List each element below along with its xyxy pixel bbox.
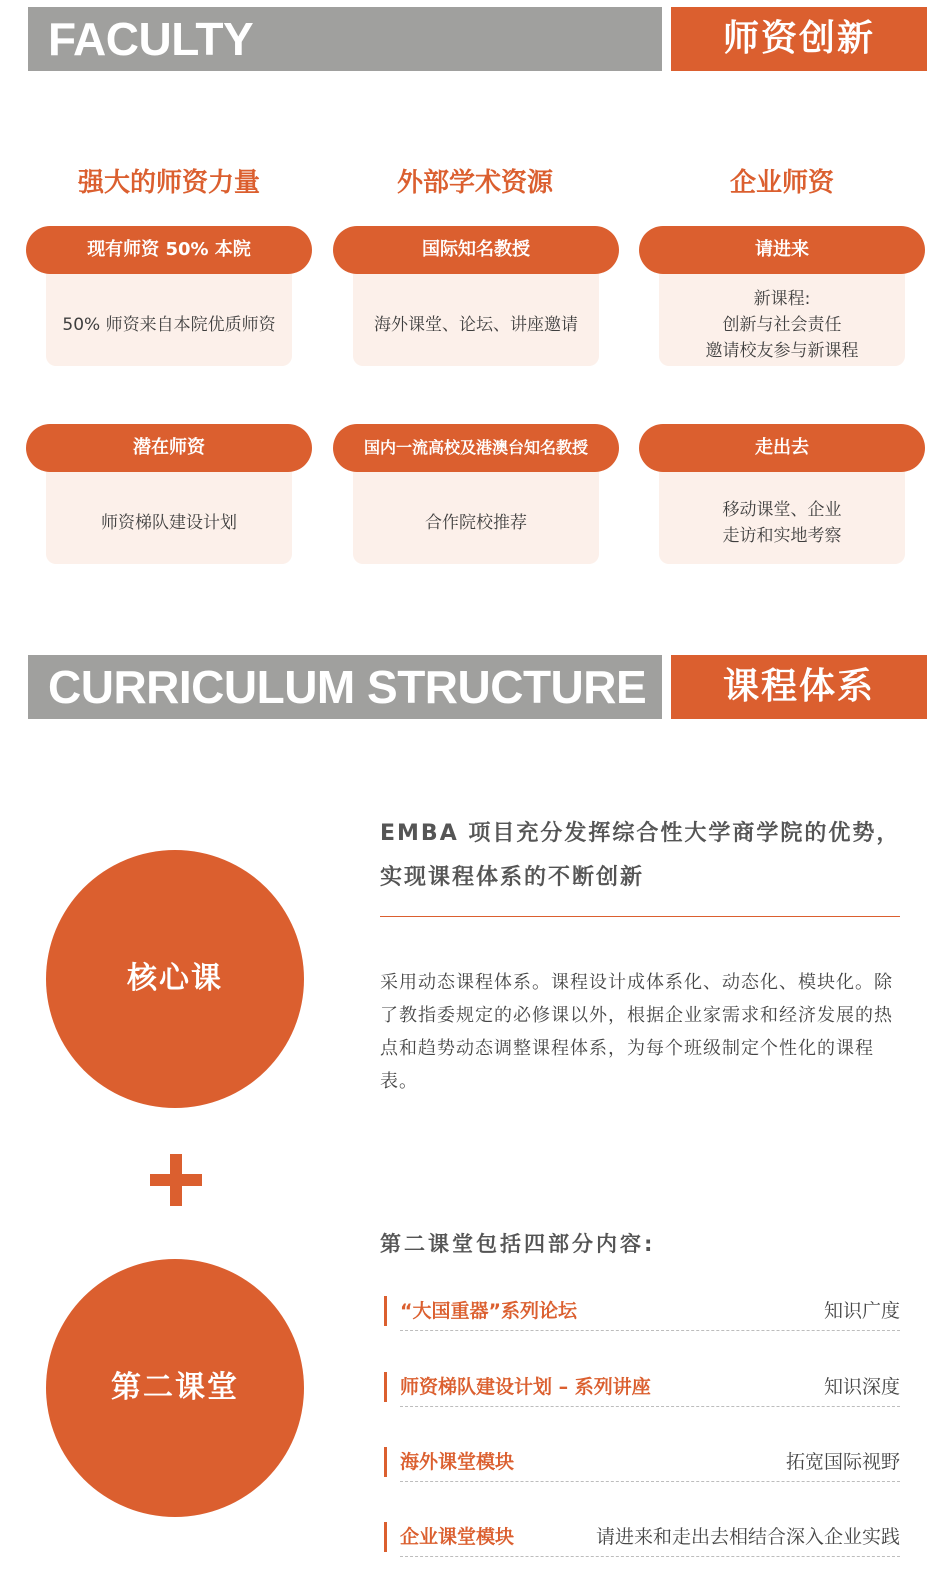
divider (380, 916, 900, 917)
faculty-header-cn: 师资创新 (671, 7, 927, 71)
card-text: 海外课堂、论坛、讲座邀请 (374, 315, 578, 335)
item-tag: 知识深度 (823, 1376, 900, 1398)
item-marker (384, 1372, 387, 1402)
faculty-column-title: 强大的师资力量 (77, 168, 260, 198)
curriculum-header-en: CURRICULUM STRUCTURE (28, 655, 662, 719)
faculty-column-title: 外部学术资源 (396, 168, 553, 198)
second-classroom-intro: 第二课堂包括四部分内容: (380, 1232, 656, 1256)
dashed-divider (400, 1406, 900, 1407)
list-item (384, 1292, 900, 1332)
item-name: 企业课堂模块 (400, 1526, 515, 1548)
list-item (384, 1518, 900, 1558)
list-item (384, 1368, 900, 1408)
faculty-card-pill: 请进来 (639, 226, 925, 274)
item-name: “大国重器”系列论坛 (400, 1300, 577, 1322)
dashed-divider (400, 1556, 900, 1557)
curriculum-description: 采用动态课程体系。课程设计成体系化、动态化、模块化。除了教指委规定的必修课以外，根据企业家需求和经济发展的热点和趋势动态调整课程体系，为每个班级制定个性化的课程表。 (380, 972, 893, 1092)
list-item (384, 1443, 900, 1483)
faculty-card-pill: 现有师资 50% 本院 (26, 226, 312, 274)
card-text: 邀请校友参与新课程 (705, 341, 859, 361)
dashed-divider (400, 1481, 900, 1482)
faculty-card-pill: 潜在师资 (26, 424, 312, 472)
item-name: 海外课堂模块 (400, 1451, 515, 1473)
faculty-card-pill: 国际知名教授 (333, 226, 619, 274)
faculty-card-pill: 国内一流高校及港澳台知名教授 (333, 424, 619, 472)
curriculum-header-cn: 课程体系 (671, 655, 927, 719)
faculty-column-title: 企业师资 (729, 168, 834, 198)
faculty-header-en: FACULTY (28, 7, 662, 71)
plus-icon-vertical (170, 1154, 182, 1206)
second-classroom-circle: 第二课堂 (46, 1259, 304, 1517)
card-text: 50% 师资来自本院优质师资 (62, 315, 276, 335)
item-tag: 知识广度 (823, 1300, 900, 1322)
faculty-card-pill: 走出去 (639, 424, 925, 472)
item-marker (384, 1296, 387, 1326)
core-course-circle: 核心课 (46, 850, 304, 1108)
card-text: 创新与社会责任 (722, 315, 842, 335)
item-tag: 请进来和走出去相结合深入企业实践 (595, 1526, 900, 1548)
card-text: 合作院校推荐 (425, 513, 527, 533)
card-text: 师资梯队建设计划 (101, 513, 237, 533)
dashed-divider (400, 1330, 900, 1331)
curriculum-lead: EMBA 项目充分发挥综合性大学商学院的优势，实现课程体系的不断创新 (380, 821, 901, 890)
card-text: 新课程: (753, 289, 811, 309)
card-text: 走访和实地考察 (722, 526, 842, 546)
item-marker (384, 1447, 387, 1477)
card-text: 移动课堂、企业 (722, 500, 842, 520)
item-name: 师资梯队建设计划 – 系列讲座 (400, 1376, 651, 1398)
item-tag: 拓宽国际视野 (785, 1451, 900, 1473)
item-marker (384, 1522, 387, 1552)
